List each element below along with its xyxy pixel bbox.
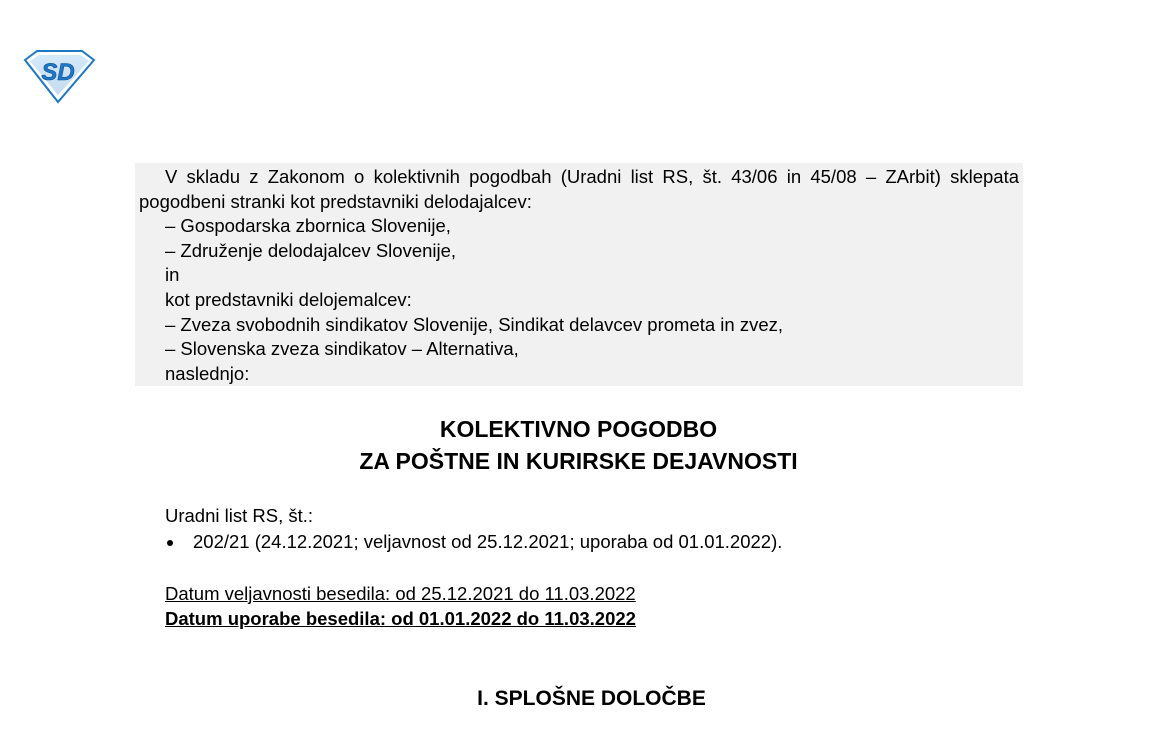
gazette-list bbox=[165, 530, 782, 554]
conjunction-text: in bbox=[165, 264, 180, 286]
union-item: – Slovenska zveza sindikatov – Alternativa, bbox=[165, 338, 519, 360]
sd-shield-logo-icon bbox=[22, 48, 96, 104]
applicability-date-text: Datum uporabe besedila: od 01.01.2022 do 11.03.2022 bbox=[165, 608, 636, 629]
union-item: – Zveza svobodnih sindikatov Slovenije, Sindikat delavcev prometa in zvez, bbox=[165, 313, 784, 335]
title-line-2: ZA POŠTNE IN KURIRSKE DEJAVNOSTI bbox=[359, 448, 798, 474]
validity-date-text: Datum veljavnosti besedila: od 25.12.2021 do 11.03.2022 bbox=[165, 583, 636, 604]
title-line-1: KOLEKTIVNO POGODBO bbox=[439, 416, 718, 442]
gazette-label: Uradni list RS, št.: bbox=[165, 505, 314, 526]
employer-item: – Gospodarska zbornica Slovenije, bbox=[165, 215, 451, 237]
employer-item: – Združenje delodajalcev Slovenije, bbox=[165, 239, 457, 261]
preamble-block bbox=[135, 163, 1023, 386]
svg-text:SD: SD bbox=[41, 59, 75, 86]
employees-intro: kot predstavniki delojemalcev: bbox=[165, 288, 412, 310]
gazette-entry: 202/21 (24.12.2021; veljavnost od 25.12.2021; uporaba od 01.01.2022). bbox=[193, 531, 783, 552]
bullet-icon bbox=[167, 540, 173, 546]
preamble-closing: naslednjo: bbox=[165, 362, 250, 384]
section-heading: I. SPLOŠNE DOLOČBE bbox=[477, 687, 706, 710]
list-item bbox=[165, 530, 782, 554]
sd-logo-icon bbox=[22, 48, 96, 104]
document-title bbox=[0, 413, 1157, 477]
preamble-intro: V skladu z Zakonom o kolektivnih pogodbah (Uradni list RS, št. 43/06 in 45/08 – ZArbit) sklepata pogodbeni stranki kot predstavniki delodajalcev: bbox=[139, 166, 1019, 212]
